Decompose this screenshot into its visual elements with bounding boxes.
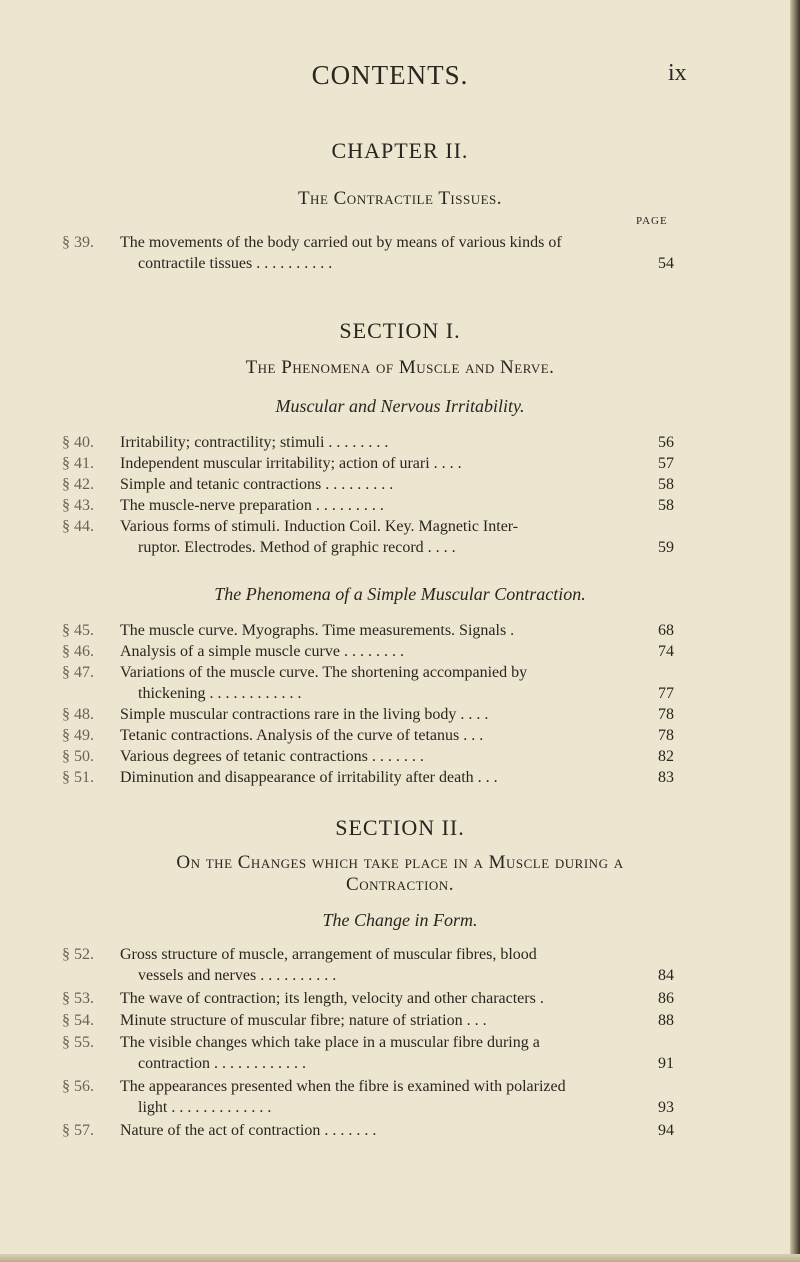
section-subtitle-line-1: On the Changes which take place in a Muscle during a [176,852,624,873]
section-number: § 57. [62,1122,94,1139]
page-edge-shadow [790,0,800,1262]
page-number: 91 [658,1055,674,1072]
page-number: 74 [658,643,674,660]
section-number: § 40. [62,434,94,451]
page-number: 82 [658,748,674,765]
section-number: § 41. [62,455,94,472]
section-subtitle: The Phenomena of Muscle and Nerve. [245,357,555,378]
entry-text [120,662,640,704]
page-number: 58 [658,476,674,493]
section-number: § 42. [62,476,94,493]
entry-line-1: Gross structure of muscle, arrangement of muscular fibres, blood [120,946,537,963]
entry-text: Minute structure of muscular fibre; nature of striation . . . [120,1012,487,1029]
entry-text: Tetanic contractions. Analysis of the curve of tetanus . . . [120,727,484,744]
entry-line-1: The movements of the body carried out by means of various kinds of [120,234,562,251]
page-number: 86 [658,990,674,1007]
section-number: § 55. [62,1034,94,1051]
page-number: 68 [658,622,674,639]
subsection-heading: Muscular and Nervous Irritability. [275,396,525,416]
entry-text: The muscle-nerve preparation . . . . . . . . . [120,497,384,514]
entry-text [120,1032,640,1074]
page-number: 57 [658,455,674,472]
chapter-subtitle: The Contractile Tissues. [297,188,503,209]
page-number: 88 [658,1012,674,1029]
entry-text [120,1076,640,1118]
section-number: § 47. [62,664,94,681]
entry-text: Nature of the act of contraction . . . . . . . [120,1122,377,1139]
page-number: 58 [658,497,674,514]
running-head [0,60,800,100]
section-number: § 56. [62,1078,94,1095]
section-number: § 52. [62,946,94,963]
section-subtitle-line-2: Contraction. [346,874,454,895]
entry-text: The muscle curve. Myographs. Time measurements. Signals . [120,622,515,639]
page-number: 84 [658,967,674,984]
entry-line-2: vessels and nerves . . . . . . . . . . [138,967,337,984]
section-number: § 50. [62,748,94,765]
entry-text [120,944,640,986]
section-number: § 46. [62,643,94,660]
section-heading: SECTION I. [339,318,461,343]
entry-text: Independent muscular irritability; action of urari . . . . [120,455,462,472]
page-number: 56 [658,434,674,451]
page-number: 78 [658,706,674,723]
section-number: § 39. [62,234,94,251]
section-number: § 49. [62,727,94,744]
section-number: § 43. [62,497,94,514]
entry-text: Diminution and disappearance of irritability after death . . . [120,769,498,786]
subsection-heading: The Change in Form. [322,910,478,930]
section-number: § 51. [62,769,94,786]
entry-line-1: The appearances presented when the fibre is examined with polarized [120,1078,566,1095]
entry-line-1: Various forms of stimuli. Induction Coil. Key. Magnetic Inter- [120,518,519,535]
section-number: § 53. [62,990,94,1007]
page-number: 93 [658,1099,674,1116]
chapter-heading: CHAPTER II. [331,138,469,163]
section-number: § 45. [62,622,94,639]
entry-line-2: ruptor. Electrodes. Method of graphic record . . . . [138,539,456,556]
page-number: 77 [658,685,674,702]
page-number: 59 [658,539,674,556]
entry-line-1: The visible changes which take place in a muscular fibre during a [120,1034,540,1051]
page-column-label: PAGE [636,215,668,227]
entry-text: Various degrees of tetanic contractions . . . . . . . [120,748,424,765]
running-title: CONTENTS. [311,60,469,90]
entry-text: Simple and tetanic contractions . . . . . . . . . [120,476,394,493]
page-number: 83 [658,769,674,786]
entry-text [120,232,640,274]
section-number: § 48. [62,706,94,723]
page-number: 54 [658,255,674,272]
page-number: 78 [658,727,674,744]
entry-text: The wave of contraction; its length, velocity and other characters . [120,990,544,1007]
section-heading: SECTION II. [335,815,465,840]
entry-line-2: light . . . . . . . . . . . . . [138,1099,272,1116]
entry-line-2: contraction . . . . . . . . . . . . [138,1055,306,1072]
page-number: 94 [658,1122,674,1139]
entry-line-2: contractile tissues . . . . . . . . . . [138,255,333,272]
entry-line-1: Variations of the muscle curve. The shortening accompanied by [120,664,528,681]
subsection-heading: The Phenomena of a Simple Muscular Contraction. [214,584,586,604]
entry-text [120,516,640,558]
entry-line-2: thickening . . . . . . . . . . . . [138,685,302,702]
page-bottom-edge [0,1254,800,1262]
section-number: § 54. [62,1012,94,1029]
entry-text: Simple muscular contractions rare in the living body . . . . [120,706,489,723]
page-numeral: ix [668,60,687,86]
entry-text: Irritability; contractility; stimuli . . . . . . . . [120,434,389,451]
section-number: § 44. [62,518,94,535]
entry-text: Analysis of a simple muscle curve . . . . . . . . [120,643,404,660]
